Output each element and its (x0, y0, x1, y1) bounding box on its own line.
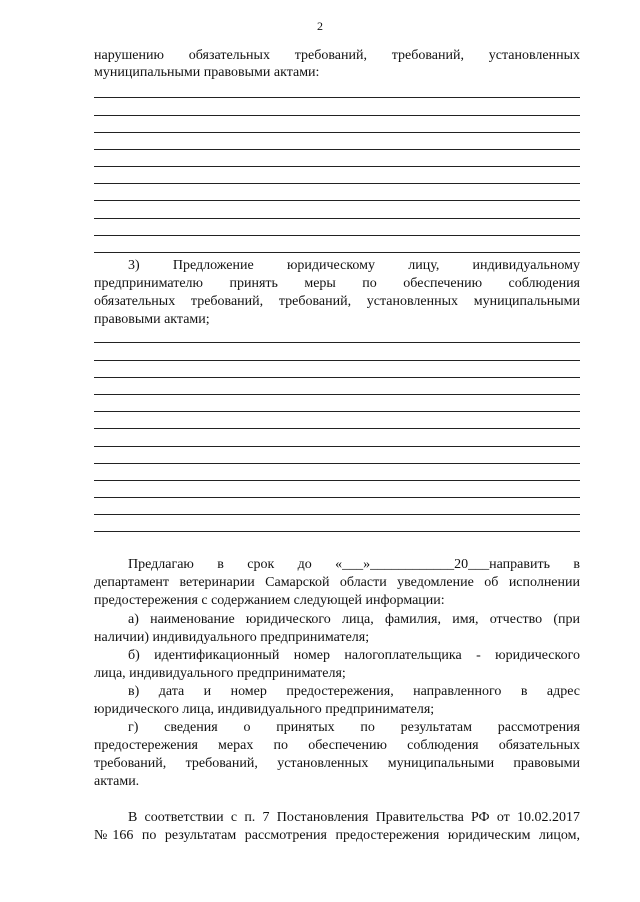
page-number: 2 (317, 19, 323, 33)
blank-line (94, 97, 580, 98)
closing-line-2: №166 по результатам рассмотрения предостережения юридическим лицом, (94, 828, 580, 843)
blank-line (94, 149, 580, 150)
item-g-line-2: предостережения мерах по обеспечению соблюдения обязательных (94, 738, 580, 753)
item-g-line-3: требований, требований, установленных муниципальными правовыми (94, 756, 580, 771)
item-a-line-1: а) наименование юридического лица, фамилия, имя, отчество (при (128, 612, 580, 627)
item-v-line-2: юридического лица, индивидуального предпринимателя; (94, 702, 435, 717)
proposal-line-2: предпринимателю принять меры по обеспечению соблюдения (94, 276, 580, 291)
item-b-line-1: б) идентификационный номер налогоплательщика - юридического (128, 648, 580, 663)
blank-line (94, 480, 580, 481)
deadline-line-1: Предлагаю в срок до «___»____________20___направить в (128, 557, 580, 572)
item-g-line-4: актами. (94, 774, 140, 789)
blank-line (94, 183, 580, 184)
proposal-line-4: правовыми актами; (94, 312, 210, 327)
proposal-line-1: 3) Предложение юридическому лицу, индивидуальному (128, 258, 580, 273)
deadline-line-3: предостережения с содержанием следующей информации: (94, 593, 445, 608)
blank-line (94, 377, 580, 378)
blank-line (94, 235, 580, 236)
item-v-line-1: в) дата и номер предостережения, направленного в адрес (128, 684, 580, 699)
blank-line (94, 342, 580, 343)
deadline-line-2: департамент ветеринарии Самарской области уведомление об исполнении (94, 575, 580, 590)
blank-line (94, 514, 580, 515)
top-text-line-2: муниципальными правовыми актами: (94, 65, 320, 80)
blank-line (94, 218, 580, 219)
blank-line (94, 360, 580, 361)
blank-line (94, 497, 580, 498)
blank-line (94, 531, 580, 532)
blank-line (94, 166, 580, 167)
item-b-line-2: лица, индивидуального предпринимателя; (94, 666, 346, 681)
blank-line (94, 132, 580, 133)
item-a-line-2: наличии) индивидуального предпринимателя; (94, 630, 370, 645)
blank-line (94, 463, 580, 464)
top-text-line-1: нарушению обязательных требований, требований, установленных (94, 48, 580, 63)
blank-line (94, 394, 580, 395)
item-g-line-1: г) сведения о принятых по результатам рассмотрения (128, 720, 580, 735)
closing-line-1: В соответствии с п. 7 Постановления Правительства РФ от 10.02.2017 (128, 810, 580, 825)
blank-line (94, 411, 580, 412)
blank-line (94, 252, 580, 253)
blank-line (94, 428, 580, 429)
blank-line (94, 446, 580, 447)
proposal-line-3: обязательных требований, требований, установленных муниципальными (94, 294, 580, 309)
blank-line (94, 115, 580, 116)
blank-line (94, 200, 580, 201)
